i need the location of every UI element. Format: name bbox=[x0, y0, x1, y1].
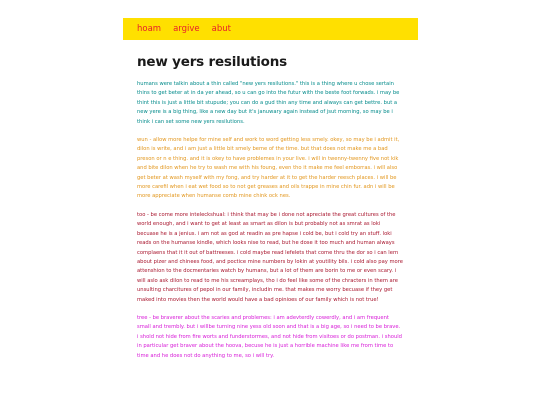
paragraph-resolution-three: tree - be braverer about the scaries and problemes: i am adevterdly cowerdly, and i am frequent small and trembly. but i willbe turning nine yess old soon and that is a big age, so i need to be brave. i shold not hide from fire worts and funderstormes, and not hide from visitoes or do postman. i should in particular get braver about the hoova, becuse he is just a horrible machine like me from time to time and he does not do anything to me, so i will try. bbox=[137, 314, 402, 359]
top-nav-bar bbox=[123, 18, 418, 40]
page-container bbox=[123, 18, 418, 370]
nav-link-archive[interactable]: argive bbox=[173, 24, 200, 34]
paragraph-resolution-one: wun - allow more helpe for mine self and work to word getting less smely. okey, so may be i admit it, dilon is write, and i am just a little bit smely beme of the time. but that does not make me a bad preson or n e thing. and it is okey to have problemes in your live. i will in twenny-twenny five not kik and bite dilon when he try to wash me with his foung, even tho it make me feel emborras. i will also get beter at wash myself with my fong, and try harder at it to get the harder reesch places. i will be more carefil when i eat wet food so to not get greases and oils trappe in mine chin fur. adn i will be more appreciate when humanse comb mine chink ock nes. bbox=[137, 137, 400, 200]
post-title: new yers resilutions bbox=[137, 54, 288, 70]
nav-link-about[interactable]: abut bbox=[211, 24, 231, 34]
paragraph-intro: humans were talkin about a thin called "new yers resilutions." this is a thing where u chose sertain thins to get beter at in da yer ahead, so u can go into the futur with the beste foot forwads. i may be thint this is just a little bit stupude; you can do a gud thin any time and always can get bettre. but a new yere is a big thing, like a new day but it's januwary again instead of jsut morning, so may be i think i can set some new yers resilutions. bbox=[137, 81, 400, 125]
paragraph-resolution-two: too - be come more inteleckshual: i think that may be i done not apreciate the great cultures of the world enough, and i want to get at least as smart as dilon is but probably not as smrat as loki becuase he is a jenius. i am not as god at readin as pre hapse i cold be, but i cold try an stuff. loki reads on the humanse kindle, which looks nise to read, but he dose it too much and human always complaens that it it out of battreeses. i cold maybe read lefelets that come thru the dor so i can lern about pizer and chinees food, and poctice mine numbers by lokin at youtility bils. i cold also pay more attenshion to the docmentaries watch by humans, but a lot of them are borin to me or even scary. i will aslo ask dilon to read to me his screamplays, tho i do feel like some of the chracters in them are unsulting charcitures of pepol in our family, includin me. that makes me worry becuase if they get maked into movies then the world would have a bad opinioes of our family which is not true! bbox=[137, 211, 403, 303]
post-body bbox=[137, 80, 403, 361]
nav-link-home[interactable]: hoam bbox=[137, 24, 162, 34]
